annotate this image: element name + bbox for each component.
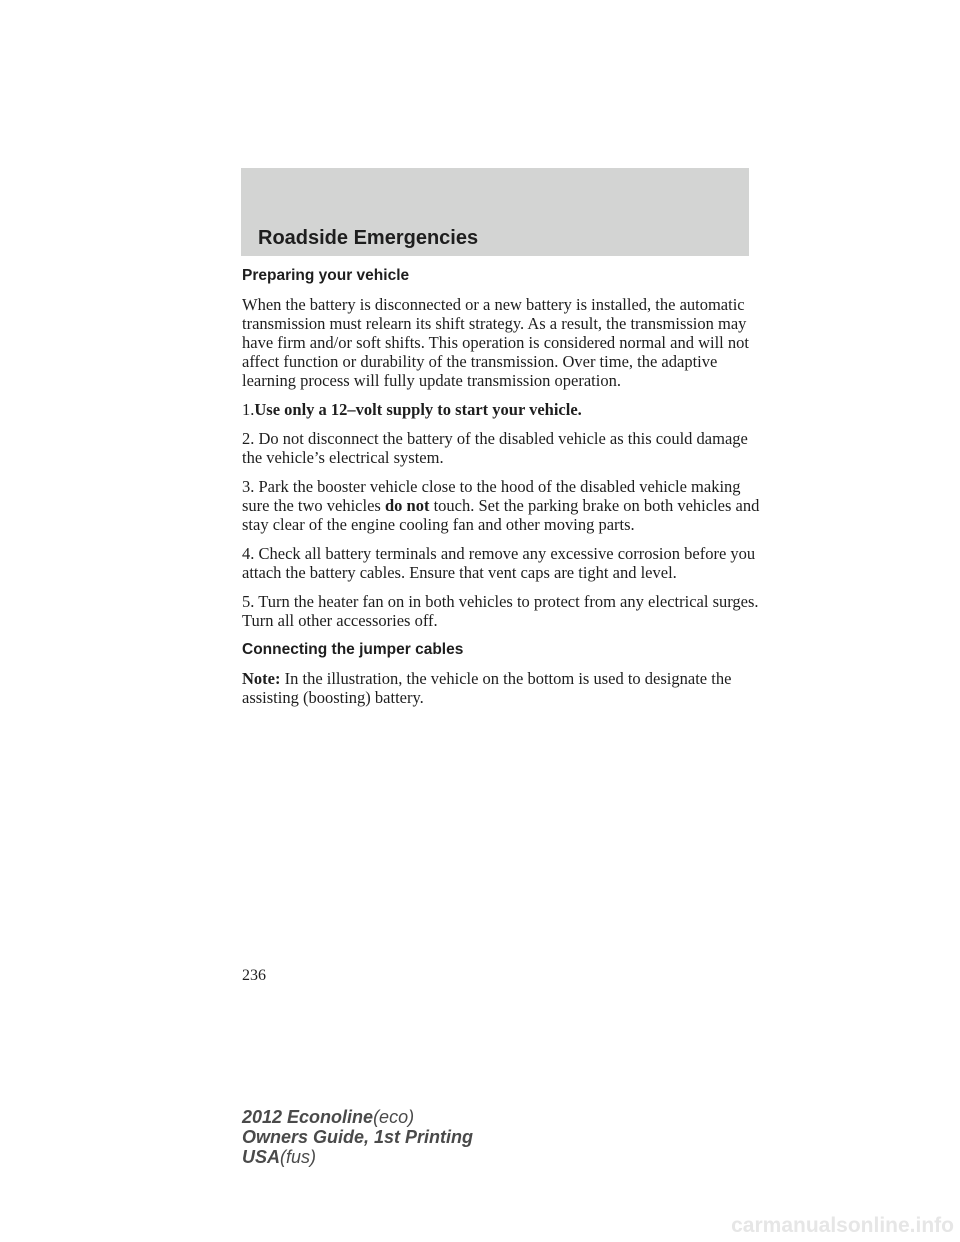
step-1-text: Use only a 12–volt supply to start your vehicle. (254, 400, 582, 419)
step-3-text-end: touch. Set the parking brake on both vehicles and stay clear of the engine cooling fan and other moving parts. (242, 496, 760, 534)
step-1-number: 1. (242, 400, 255, 419)
footer-line-2 (242, 1127, 473, 1147)
footer-market-code: (fus) (280, 1147, 317, 1167)
step-3-emphasis: do not (384, 496, 430, 515)
page-number: 236 (242, 967, 266, 984)
step-4: 4. Check all battery terminals and remove any excessive corrosion before you attach the battery cables. Ensure that vent caps are tight and level. (242, 544, 756, 582)
intro-paragraph: When the battery is disconnected or a new battery is installed, the automatic transmission must relearn its shift strategy. As a result, the transmission may have firm and/or soft shifts. This operation is considered normal and will not affect function or durability of the transmission. Over time, the adaptive learning process will fully update transmission operation. (242, 295, 749, 390)
step-2: 2. Do not disconnect the battery of the disabled vehicle as this could damage the vehicle’s electrical system. (242, 429, 748, 467)
footer-market: USA (242, 1147, 281, 1167)
section-header-band (241, 168, 749, 256)
note-paragraph (242, 669, 762, 707)
footer-guide-edition: Owners Guide, 1st Printing (242, 1127, 474, 1147)
step-3-text-start: 3. Park the booster vehicle close to the hood of the disabled vehicle making sure the two vehicles (242, 477, 741, 515)
note-text: In the illustration, the vehicle on the bottom is used to designate the assisting (boosting) battery. (242, 669, 732, 707)
preparing-vehicle-heading: Preparing your vehicle (242, 267, 410, 284)
connecting-cables-heading: Connecting the jumper cables (242, 641, 464, 658)
footer-line-3 (242, 1147, 473, 1167)
footer-line-1 (242, 1107, 473, 1127)
step-3 (242, 477, 762, 534)
note-label: Note: (242, 669, 281, 688)
footer-model: 2012 Econoline (242, 1107, 374, 1127)
step-5: 5. Turn the heater fan on in both vehicles to protect from any electrical surges. Turn all other accessories off. (242, 592, 759, 630)
step-1 (242, 400, 762, 419)
site-watermark: carmanualsonline.info (731, 1214, 954, 1237)
section-title: Roadside Emergencies (258, 227, 479, 249)
footer-model-code: (eco) (373, 1107, 415, 1127)
page-content (242, 266, 762, 717)
document-footer (242, 1107, 473, 1167)
